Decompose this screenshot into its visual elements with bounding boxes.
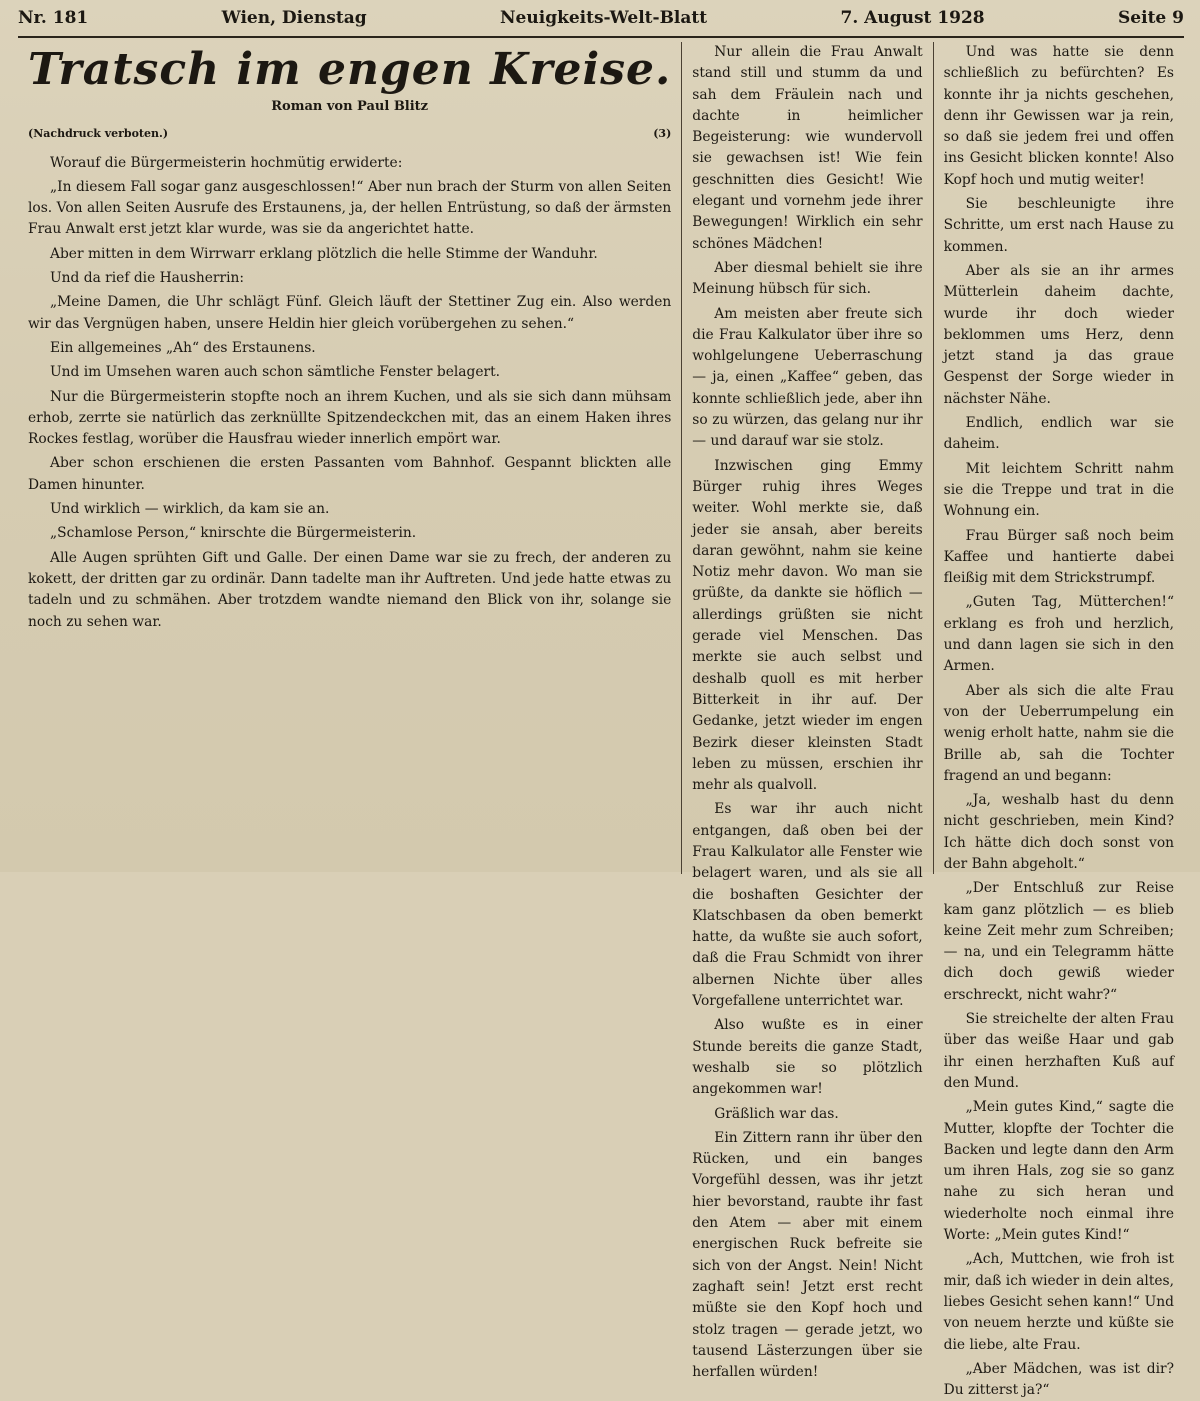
reprint-text: (Nachdruck verboten.) <box>28 127 169 141</box>
paragraph: Am meisten aber freute sich die Frau Kalkulator über ihre so wohlgelungene Ueberraschung — ja, einen „Kaffee“ geben, das konnte schließlich jede, aber ihn so zu würzen, das gelang nur ihr — und darauf war sie stolz. <box>692 305 923 450</box>
paragraph: Frau Bürger saß noch beim Kaffee und hantierte dabei fleißig mit dem Strickstrumpf. <box>943 527 1175 587</box>
column-3 <box>933 42 1184 1399</box>
paragraph: „Guten Tag, Mütterchen!“ erklang es froh und herzlich, und dann lagen sie sich in den Armen. <box>943 594 1175 675</box>
installment-number: (3) <box>653 127 672 141</box>
article-columns <box>18 42 1184 1399</box>
paragraph: Sie streichelte der alten Frau über das weiße Haar und gab ihr einen herzhaften Kuß auf den Mund. <box>943 1011 1175 1091</box>
paragraph: Und was hatte sie denn schließlich zu befürchten? Es konnte ihr ja nichts geschehen, denn ihr Gewissen war ja rein, so daß sie jedem frei und offen ins Gesicht blicken konnte! Also Kopf hoch und mutig weiter! <box>943 44 1175 188</box>
column-1 <box>18 42 681 874</box>
paragraph: Aber als sich die alte Frau von der Ueberrumpelung ein wenig erholt hatte, nahm sie die Brille ab, sah die Tochter fragend an und begann: <box>943 682 1175 784</box>
paragraph: Nur allein die Frau Anwalt stand still und stumm da und sah dem Fräulein nach und dachte in heimlicher Begeisterung: wie wundervoll sie gewachsen ist! Wie fein geschnitten dies Gesicht! Wie elegant und vornehm jede ihrer Bewegungen! Wirklich ein sehr schönes Mädchen! <box>692 44 923 252</box>
paragraph: Gräßlich war das. <box>714 1105 839 1122</box>
paragraph: Nur die Bürgermeisterin stopfte noch an ihrem Kuchen, und als sie sich dann mühsam erhob, zerrte sie natürlich das zerknüllte Spitzendeckchen mit, das an einem Haken ihres Rockes festlag, worüber die Hausfrau wieder innerlich empört war. <box>28 388 672 448</box>
page-number: Seite 9 <box>1118 8 1184 28</box>
paragraph: Ein allgemeines „Ah“ des Erstaunens. <box>50 339 316 356</box>
paragraph: „Aber Mädchen, was ist dir? Du zitterst ja?“ <box>943 1360 1175 1399</box>
paragraph: „Meine Damen, die Uhr schlägt Fünf. Gleich läuft der Stettiner Zug ein. Also werden wir das Vergnügen haben, unsere Heldin hier gleich vorübergehen zu sehen.“ <box>28 294 672 332</box>
paragraph: Es war ihr auch nicht entgangen, daß oben bei der Frau Kalkulator alle Fenster wie belagert waren, und als sie all die boshaften Gesichter der Klatschbasen da oben bemerkt hatte, da wußte sie auch sofort, daß die Frau Schmidt von ihrer albernen Nichte über alles Vorgefallene unterrichtet war. <box>692 801 923 1010</box>
paragraph: „Mein gutes Kind,“ sagte die Mutter, klopfte der Tochter die Backen und legte dann den Arm um ihren Hals, zog sie so ganz nahe zu sich heran und wiederholte noch einmal ihre Worte: „Mein gutes Kind!“ <box>943 1099 1175 1244</box>
paragraph: „Schamlose Person,“ knirschte die Bürgermeisterin. <box>50 525 417 542</box>
paragraph: Und im Umsehen waren auch schon sämtliche Fenster belagert. <box>50 364 501 381</box>
city-day: Wien, Dienstag <box>221 8 367 28</box>
masthead <box>18 8 1184 38</box>
column-2 <box>681 42 932 1381</box>
paragraph: Aber diesmal behielt sie ihre Meinung hübsch für sich. <box>692 259 923 298</box>
issue-number: Nr. 181 <box>18 8 89 28</box>
paragraph: Aber als sie an ihr armes Mütterlein daheim dachte, wurde ihr doch wieder beklommen ums Herz, denn jetzt stand ja das graue Gespenst der Sorge wieder in nächster Nähe. <box>943 262 1175 407</box>
paragraph: „In diesem Fall sogar ganz ausgeschlossen!“ Aber nun brach der Sturm von allen Seiten los. Von allen Seiten Ausrufe des Erstaunens, ja, der hellen Entrüstung, so daß der ärmsten Frau Anwalt erst jetzt klar wurde, was sie da angerichtet hatte. <box>28 178 672 238</box>
paragraph: Endlich, endlich war sie daheim. <box>943 415 1175 453</box>
paragraph: „Der Entschluß zur Reise kam ganz plötzlich — es blieb keine Zeit mehr zum Schreiben; — na, und ein Telegramm hätte dich doch gewiß wieder erschreckt, nicht wahr?“ <box>943 880 1175 1003</box>
paragraph: „Ach, Muttchen, wie froh ist mir, daß ich wieder in dein altes, liebes Gesicht sehen kann!“ Und von neuem herzte und küßte sie die liebe, alte Frau. <box>943 1251 1175 1353</box>
paragraph: Alle Augen sprühten Gift und Galle. Der einen Dame war sie zu frech, der anderen zu kokett, der dritten gar zu ordinär. Dann tadelte man ihr Auftreten. Und jede hatte etwas zu tadeln und zu schmähen. Aber trotzdem wandte niemand den Blick von ihr, solange sie noch zu sehen war. <box>28 549 672 630</box>
paragraph: Sie beschleunigte ihre Schritte, um erst nach Hause zu kommen. <box>943 196 1175 255</box>
reprint-notice <box>28 123 671 144</box>
paragraph: Aber schon erschienen die ersten Passanten vom Bahnhof. Gespannt blickten alle Damen hinunter. <box>28 455 672 493</box>
paragraph: Ein Zittern rann ihr über den Rücken, und ein banges Vorgefühl dessen, was ihr jetzt hier bevorstand, raubte ihr fast den Atem — aber mit einem energischen Ruck befreite sie sich von der Angst. Nein! Nicht zaghaft sein! Jetzt erst recht müßte sie den Kopf hoch und stolz tragen — gerade jetzt, wo tausend Lästerzungen über sie herfallen würden! <box>692 1129 923 1381</box>
paragraph: Also wußte es in einer Stunde bereits die ganze Stadt, weshalb sie so plötzlich angekommen war! <box>692 1017 923 1098</box>
article-byline: Roman von Paul Blitz <box>271 99 429 114</box>
paragraph: Und da rief die Hausherrin: <box>50 270 245 287</box>
paragraph: Aber mitten in dem Wirrwarr erklang plötzlich die helle Stimme der Wanduhr. <box>50 245 598 262</box>
paragraph: Inzwischen ging Emmy Bürger ruhig ihres Weges weiter. Wohl merkte sie, daß jeder sie ansah, aber bereits daran gewöhnt, nahm sie keine Notiz mehr davon. Wo man sie grüßte, da dankte sie höflich — allerdings grüßten sie nicht gerade viel Menschen. Das merkte sie auch selbst und deshalb quoll es mit herber Bitterkeit in ihr auf. Der Gedanke, jetzt wieder im engen Bezirk dieser kleinsten Stadt leben zu müssen, erschien ihr mehr als qualvoll. <box>692 457 923 794</box>
paragraph: Mit leichtem Schritt nahm sie die Treppe und trat in die Wohnung ein. <box>943 460 1175 520</box>
paragraph: Worauf die Bürgermeisterin hochmütig erwiderte: <box>50 154 403 171</box>
article-title: Tratsch im engen Kreise. <box>28 44 672 95</box>
paper-name: Neuigkeits-Welt-Blatt <box>500 8 708 28</box>
paragraph: Und wirklich — wirklich, da kam sie an. <box>50 501 330 518</box>
issue-date: 7. August 1928 <box>840 8 985 28</box>
paragraph: „Ja, weshalb hast du denn nicht geschrieben, mein Kind? Ich hätte dich doch sonst von der Bahn abgeholt.“ <box>943 792 1175 872</box>
